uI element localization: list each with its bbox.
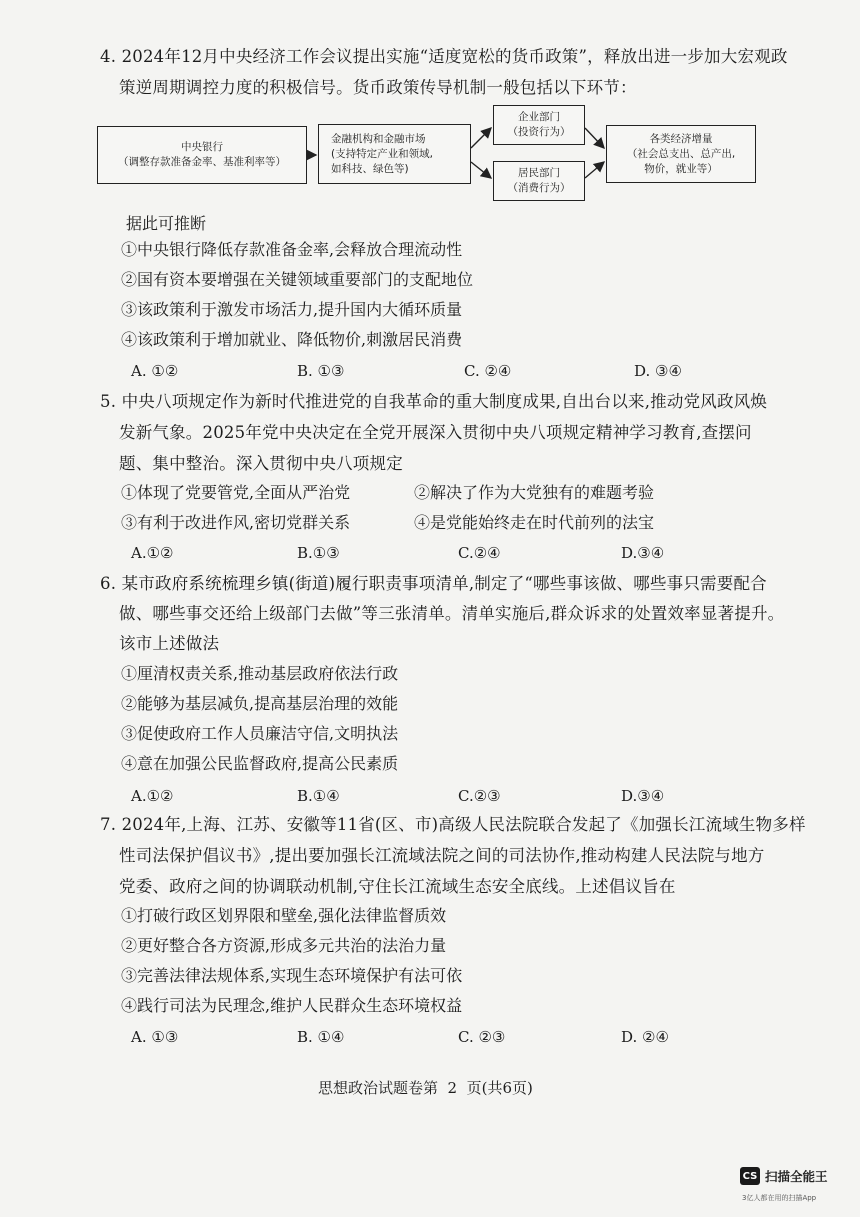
enterprise-detail: （投资行为） <box>507 126 571 138</box>
q6-item-4: ④意在加强公民监督政府,提高公民素质 <box>121 754 399 773</box>
financial-title: 金融机构和金融市场 <box>331 132 426 145</box>
q5-option-b: B.①③ <box>297 544 340 562</box>
q4-stem-line-1: 4. 2024年12月中央经济工作会议提出实施“适度宽松的货币政策”，释放出进一步加大宏观政 <box>100 47 788 66</box>
enterprise-title: 企业部门 <box>518 111 560 123</box>
q4-option-c: C. ②④ <box>464 362 512 380</box>
q7-item-2: ②更好整合各方资源,形成多元共治的法治力量 <box>121 936 447 955</box>
q7-stem-line-1: 7. 2024年,上海、江苏、安徽等11省(区、市)高级人民法院联合发起了《加强长江流域生物多样 <box>100 815 806 834</box>
q5-stem-line-3: 题、集中整治。深入贯彻中央八项规定 <box>119 454 403 473</box>
q7-option-a: A. ①③ <box>131 1028 179 1046</box>
page-footer: 思想政治试题卷第 2 页(共6页) <box>318 1079 533 1097</box>
q6-stem-line-1: 6. 某市政府系统梳理乡镇(街道)履行职责事项清单,制定了“哪些事该做、哪些事只需要配合 <box>100 574 767 593</box>
q5-item-4: ④是党能始终走在时代前列的法宝 <box>414 513 655 532</box>
q6-item-1: ①厘清权责关系,推动基层政府依法行政 <box>121 664 399 683</box>
q4-item-1: ①中央银行降低存款准备金率,会释放合理流动性 <box>121 240 463 259</box>
q6-stem-line-3: 该市上述做法 <box>119 634 220 653</box>
resident-detail: （消费行为） <box>507 182 571 194</box>
q7-option-d: D. ②④ <box>621 1028 669 1046</box>
arrow-enterprise-to-economy <box>585 128 604 148</box>
q7-option-b: B. ①④ <box>297 1028 345 1046</box>
q6-stem-line-2: 做、哪些事交还给上级部门去做”等三张清单。清单实施后,群众诉求的处置效率显著提升。 <box>119 604 785 623</box>
q4-option-a: A. ①② <box>131 362 179 380</box>
camscanner-logo-icon: CS <box>740 1167 760 1185</box>
q7-option-c: C. ②③ <box>458 1028 506 1046</box>
q5-option-c: C.②④ <box>458 544 501 562</box>
q5-item-2: ②解决了作为大党独有的难题考验 <box>414 483 655 502</box>
q6-option-d: D.③④ <box>621 787 665 805</box>
economy-detail-2: 物价，就业等） <box>644 162 718 175</box>
q5-item-3: ③有利于改进作风,密切党群关系 <box>121 513 351 532</box>
q7-stem-line-3: 党委、政府之间的协调联动机制,守住长江流域生态安全底线。上述倡议旨在 <box>119 877 676 896</box>
q6-item-3: ③促使政府工作人员廉洁守信,文明执法 <box>121 724 399 743</box>
resident-title: 居民部门 <box>518 167 560 179</box>
camscanner-tagline: 3亿人都在用的扫描App <box>742 1194 817 1202</box>
q5-stem-line-2: 发新气象。2025年党中央决定在全党开展深入贯彻中央八项规定精神学习教育,查摆问 <box>119 423 752 442</box>
q4-option-d: D. ③④ <box>634 362 682 380</box>
q5-option-a: A.①② <box>131 544 174 562</box>
central-bank-title: 中央银行 <box>181 141 223 153</box>
q7-item-1: ①打破行政区划界限和壁垒,强化法律监督质效 <box>121 906 447 925</box>
q4-option-b: B. ①③ <box>297 362 345 380</box>
camscanner-brand-name: 扫描全能王 <box>765 1169 828 1184</box>
q4-prompt: 据此可推断 <box>126 214 207 233</box>
q4-stem-line-2: 策逆周期调控力度的积极信号。货币政策传导机制一般包括以下环节： <box>119 78 637 97</box>
q6-option-c: C.②③ <box>458 787 501 805</box>
q5-stem-line-1: 5. 中央八项规定作为新时代推进党的自我革命的重大制度成果,自出台以来,推动党风政风焕 <box>100 392 768 411</box>
q5-item-1: ①体现了党要管党,全面从严治党 <box>121 483 351 502</box>
q4-item-4: ④该政策利于增加就业、降低物价,刺激居民消费 <box>121 330 463 349</box>
q4-item-3: ③该政策利于激发市场活力,提升国内大循环质量 <box>121 300 463 319</box>
q5-option-d: D.③④ <box>621 544 665 562</box>
economy-detail-1: （社会总支出、总产出, <box>626 147 736 160</box>
central-bank-detail: （调整存款准备金率、基准利率等） <box>118 156 286 168</box>
q6-item-2: ②能够为基层减负,提高基层治理的效能 <box>121 694 399 713</box>
q7-stem-line-2: 性司法保护倡议书》,提出要加强长江流域法院之间的司法协作,推动构建人民法院与地方 <box>119 846 765 865</box>
financial-detail-1: (支持特定产业和领域, <box>331 147 433 160</box>
arrow-resident-to-economy <box>585 162 604 178</box>
flowchart-arrows <box>0 0 860 230</box>
economy-title: 各类经济增量 <box>649 132 713 145</box>
q4-item-2: ②国有资本要增强在关键领域重要部门的支配地位 <box>121 270 474 289</box>
q7-item-4: ④践行司法为民理念,维护人民群众生态环境权益 <box>121 996 463 1015</box>
q6-option-a: A.①② <box>131 787 174 805</box>
arrow-financial-to-enterprise <box>471 128 491 148</box>
q6-option-b: B.①④ <box>297 787 340 805</box>
q7-item-3: ③完善法律法规体系,实现生态环境保护有法可依 <box>121 966 463 985</box>
financial-detail-2: 如科技、绿色等) <box>331 162 409 175</box>
arrow-financial-to-resident <box>471 162 491 178</box>
